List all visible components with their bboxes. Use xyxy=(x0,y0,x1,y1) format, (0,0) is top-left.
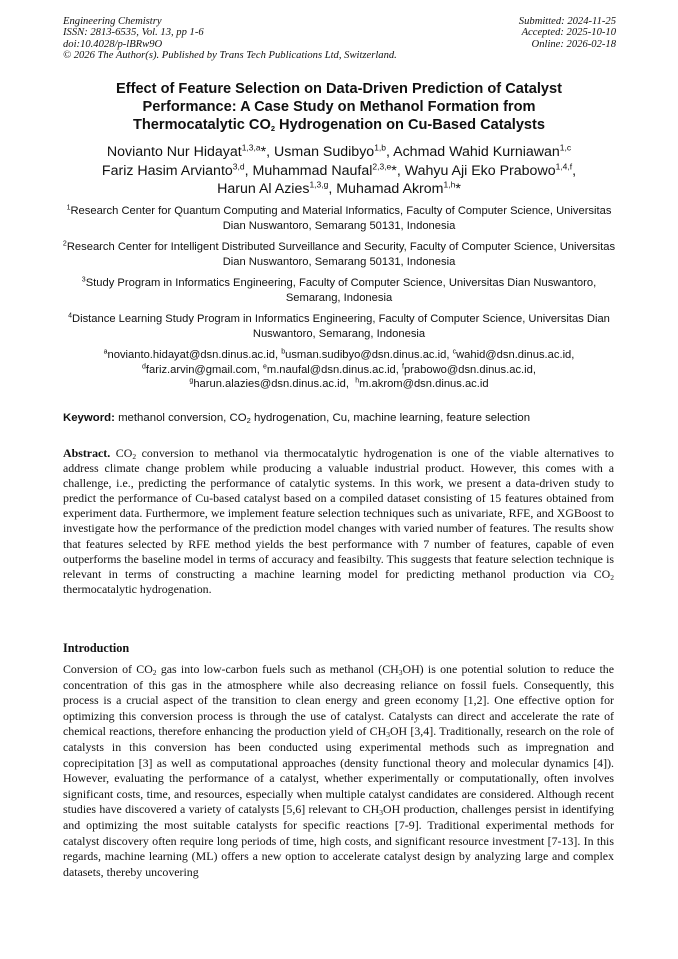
affiliation-number: 3 xyxy=(81,276,86,284)
submitted-date: Submitted: 2024-11-25 xyxy=(518,16,616,27)
author-affil: 3,d xyxy=(232,160,245,171)
email-line: $^g$harun.alazies@dsn.dinus.ac.id, $^h$m.akrom@dsn.dinus.ac.id xyxy=(189,377,489,391)
author-name: Achmad Wahid Kurniawan xyxy=(393,144,560,160)
email-address[interactable]: prabowo@dsn.dinus.ac.id xyxy=(403,363,533,376)
affiliation xyxy=(62,276,616,306)
corresponding-star: * xyxy=(391,162,397,179)
introduction-paragraph: Conversion of $CO_2$ gas into low-carbon fuels such as methanol $(CH_3OH)$ is one potential solution to reduce the concentration of this gas in the atmosphere while also decreasing reliance on fossil fuels. Consequently, this process is a crucial aspect of the transition to clean energy and green economy [1,2]. One effective option for optimizing this conversion process is through the use of catalyst. Catalysts can direct and accelerate the rate of chemical reactions, therefore enhancing the production yield of $CH_3OH$ [3,4]. Traditionally, research on the role of catalysts in this conversion has been conducted using experimental methods such as impregnation and coprecipitation [3] as well as computational approaches (density functional theory and molecular dynamics [4]). However, evaluating the performance of a catalyst, whether experimentally or computationally, often involves significant costs, time, and resources, especially when multiple catalyst candidates are considered. Although recent studies have discovered a variety of catalysts [5,6] relevant to $CH_3OH$ production, challenges persist in identifying and optimizing the most suitable catalysts for specific reactions [7-9]. Traditional experimental methods for catalyst discovery often require long periods of time, high costs, and significant resource investment [7-13]. In this regards, machine learning (ML) offers a new option to accelerate catalyst design by analyzing large and complex datasets, thereby uncovering xyxy=(63,662,615,879)
author-affil: 1,h xyxy=(443,179,456,190)
email-address[interactable]: novianto.hidayat@dsn.dinus.ac.id xyxy=(107,349,275,361)
title-line: Performance: A Case Study on Methanol Formation from xyxy=(142,99,536,116)
author-name: Usman Sudibyo xyxy=(274,144,375,160)
title-line: Effect of Feature Selection on Data-Driven Prediction of Catalyst xyxy=(115,81,562,97)
title-text: Thermocatalytic CO xyxy=(132,117,271,134)
email-line: $^d$fariz.arvin@gmail.com, $^e$m.naufal@dsn.dinus.ac.id, $^f$prabowo@dsn.dinus.ac.id, xyxy=(142,362,536,376)
author-affil: 1,c xyxy=(559,142,572,153)
email-line: $^a$novianto.hidayat@dsn.dinus.ac.id, $^b$usman.sudibyo@dsn.dinus.ac.id, $^c$wahid@dsn.dinus.ac.id, xyxy=(103,348,575,361)
affiliation-text: Study Program in Informatics Engineering, Faculty of Computer Science, Universitas Dian Nuswantoro, Semarang, Indonesia xyxy=(85,277,597,304)
email-address[interactable]: m.naufal@dsn.dinus.ac.id xyxy=(266,363,396,376)
email-address[interactable]: fariz.arvin@gmail.com xyxy=(145,363,257,376)
author-line: Harun Al Azies$^{1,3,g}$, Muhamad Akrom$^{1,h}$* xyxy=(217,179,461,198)
journal-issn: ISSN: 2813-6535, Vol. 13, pp 1-6 xyxy=(63,27,204,39)
author-affil: 1,b xyxy=(374,142,387,153)
author-line: Novianto Nur Hidayat$^{1,3,a}$*, Usman Sudibyo$^{1,b}$, Achmad Wahid Kurniawan$^{1,c}$ xyxy=(106,142,572,160)
affiliation-number: 4 xyxy=(68,312,73,320)
affiliation-number: 2 xyxy=(62,240,67,248)
keyword-text: methanol conversion, CO xyxy=(114,412,247,424)
email-address[interactable]: harun.alazies@dsn.dinus.ac.id xyxy=(193,378,346,391)
journal-doi: doi:10.4028/p-lBRw9O xyxy=(63,38,163,50)
affiliation-text: Distance Learning Study Program in Informatics Engineering, Faculty of Computer Science, Universitas Dian Nuswantoro, Semarang, Indonesia xyxy=(72,313,610,340)
keyword-text: hydrogenation, Cu, machine learning, feature selection xyxy=(250,412,531,424)
author-name: Wahyu Aji Eko Prabowo xyxy=(404,162,556,179)
affiliation xyxy=(62,204,616,234)
abstract: Abstract. $CO_2$ conversion to methanol via thermocatalytic hydrogenation is one of the viable alternatives to address climate change problem while producing a valuable industrial product. However, this comes with a challenge, i.e., predicting the performance of catalytic systems. In this work, we present a data-driven study to predict the performance of Cu-based catalyst based on a compiled dataset consisting of 15 features obtained from experiment data. Furthermore, we implement feature selection techniques such as univariate, RFE, and XGBoost to investigate how the performance of the prediction model changes with varied number of features. The results show that features selected by RFE method yields the best performance with 7 number of features, capable of even outperforms the baseline model in terms of accuracy and feasibilty. This suggests that feature selection technique is relevant in terms of constructing a machine learning model for predicting methanol production via $CO_2$ thermocatalytic hydrogenation. xyxy=(63,446,614,596)
email-address[interactable]: usman.sudibyo@dsn.dinus.ac.id xyxy=(285,349,447,361)
submission-dates xyxy=(519,16,616,50)
affiliation-number: 1 xyxy=(66,204,71,212)
keywords: Keyword: methanol conversion, $CO_2$ hydrogenation, Cu, machine learning, feature selection xyxy=(63,412,531,425)
title-line xyxy=(60,116,618,134)
copyright-notice: © 2026 The Author(s). Published by Trans Tech Publications Ltd, Switzerland. xyxy=(63,50,397,62)
affiliation xyxy=(62,240,616,270)
author-name: Fariz Hasim Arvianto xyxy=(101,162,233,179)
email-list xyxy=(62,348,616,392)
author-name: Muhammad Naufal xyxy=(252,162,373,179)
author-line: Fariz Hasim Arvianto$^{3,d}$, Muhammad Naufal$^{2,3,e}$*, Wahyu Aji Eko Prabowo$^{1,4,f}$, xyxy=(101,160,577,179)
author-affil: 1,3,g xyxy=(309,179,329,190)
accepted-date: Accepted: 2025-10-10 xyxy=(521,27,616,39)
journal-info xyxy=(63,16,397,62)
affiliation xyxy=(62,312,616,342)
keyword-label: Keyword: xyxy=(63,412,115,424)
affiliation-text: Research Center for Intelligent Distributed Surveillance and Security, Faculty of Computer Science, Universitas Dian Nuswantoro, Semarang 50131, Indonesia xyxy=(66,241,616,268)
author-affil: 1,4,f xyxy=(555,160,573,171)
author-list xyxy=(60,143,618,199)
title-text: Hydrogenation on Cu-Based Catalysts xyxy=(275,117,546,134)
title-subscript: 2 xyxy=(270,124,275,134)
author-name: Muhamad Akrom xyxy=(336,181,444,198)
email-address[interactable]: wahid@dsn.dinus.ac.id xyxy=(456,349,572,361)
author-affil: 2,3,e xyxy=(372,160,392,171)
abstract-text: conversion to methanol via thermocatalytic hydrogenation is one of the viable alternatives to address climate change problem while producing a valuable industrial product. However, this comes with a challenge, i.e., predicting the performance of catalytic systems. In this work, we present a data-driven study to predict the performance of Cu-based catalyst based on a compiled dataset consisting of 15 features obtained from experiment data. Furthermore, we implement feature selection techniques such as univariate, RFE, and XGBoost to investigate how the performance of the prediction model changes with varied number of features. The results show that features selected by RFE method yields the best performance with 7 number of features, capable of even outperforms the baseline model in terms of accuracy and feasibilty. This suggests that feature selection technique is relevant in terms of constructing a machine learning model for predicting methanol production via CO xyxy=(63,446,614,581)
corresponding-star: * xyxy=(260,144,267,160)
online-date: Online: 2026-02-18 xyxy=(531,38,616,50)
paper-title xyxy=(60,80,618,135)
affiliation-text: Research Center for Quantum Computing and Material Informatics, Faculty of Computer Science, Universitas Dian Nuswantoro, Semarang 50131, Indonesia xyxy=(70,205,612,232)
abstract-label: Abstract. xyxy=(63,446,111,460)
author-affil: 1,3,a xyxy=(241,142,261,153)
journal-name: Engineering Chemistry xyxy=(63,16,162,27)
author-name: Harun Al Azies xyxy=(217,181,310,198)
author-name: Novianto Nur Hidayat xyxy=(106,144,242,160)
email-address[interactable]: m.akrom@dsn.dinus.ac.id xyxy=(359,378,489,391)
section-heading: Introduction xyxy=(63,641,130,655)
corresponding-star: * xyxy=(455,181,461,198)
